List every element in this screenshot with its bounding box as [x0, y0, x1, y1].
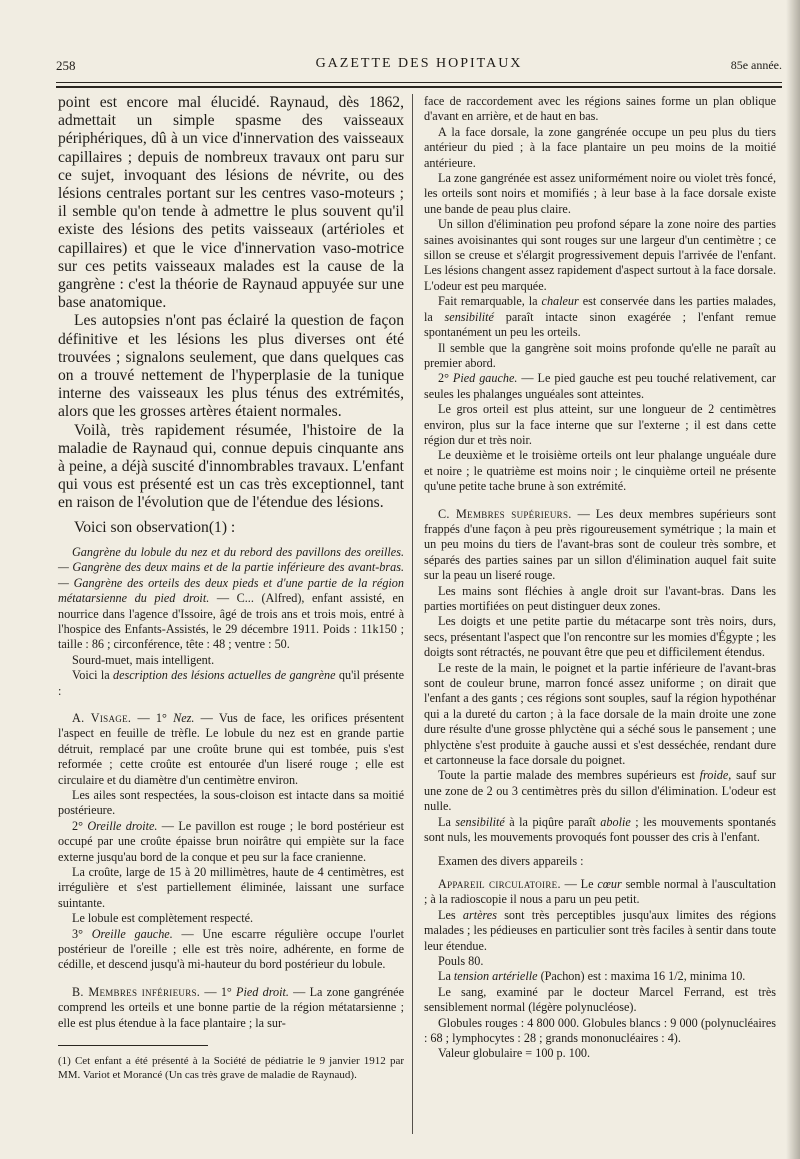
paragraph: Le sang, examiné par le docteur Marcel Ferrand, est très sensiblement normal (légère polynucléose).	[424, 984, 776, 1015]
paragraph: 2° Oreille droite. — Le pavillon est rouge ; le bord postérieur est occupé par une croûte épaisse brun noirâtre qui empiète sur la face externe jusqu'au bord de la conque et peu sur la face cranienne.	[58, 818, 404, 864]
paragraph: Valeur globulaire = 100 p. 100.	[438, 1046, 591, 1061]
paragraph: La tension artérielle (Pachon) est : maxima 16 1/2, minima 10.	[438, 969, 746, 984]
paragraph: Toute la partie malade des membres supérieurs est froide, sauf sur une zone de 2 ou 3 centimètres près du sillon d'élimination. L'odeur est nulle.	[424, 768, 776, 814]
paragraph: Fait remarquable, la chaleur est conservée dans les parties malades, la sensibilité paraît intacte sinon exagérée ; l'enfant remue spontanément un peu les orteils.	[424, 294, 777, 340]
paragraph: 2° Pied gauche. — Le pied gauche est peu touché relativement, car seules les phalanges unguéales sont atteintes.	[424, 371, 776, 401]
observation	[58, 545, 404, 1031]
paragraph: Pouls 80.	[438, 953, 484, 968]
right-column	[424, 94, 776, 1062]
paragraph: Voilà, très rapidement résumée, l'histoire de la maladie de Raynaud qui, connue depuis cinquante ans à peine, a déjà suscité d'innombrables travaux. L'enfant qui vous est présenté est un cas très exceptionnel, tant en raison de l'évolution que de l'étendue des lésions.	[58, 421, 404, 512]
paragraph: Le gros orteil est plus atteint, sur une longueur de 2 centimètres environ, plus sur la face interne que sur l'externe ; il est dans cette région dur et très noir.	[424, 402, 776, 447]
paragraph: Le reste de la main, le poignet et la partie inférieure de l'avant-bras sont de couleur brune, marron foncé assez uniforme ; on dirait que l'enfant a des gants ; ces régions sont souples, sauf la région hypothénar qui a la dureté du carton ; à la face dorsale de la main droite une zone dure résulte d'une grosse phlyctène qui a séché sous le pansement ; une phlyctène s'est produite à gauche aussi et s'est desséchée, rendant dure et cartonneuse la face dorsale du poignet.	[424, 660, 776, 768]
volume-year: 85e année.	[730, 58, 782, 72]
section-visage: A. Visage. — 1° Nez. — Vus de face, les orifices présentent l'aspect en feuille de trèfle. Le lobule du nez est en grande partie détruit, remplacé par une croûte brune qui est tombée, puis s'est reformée ; cette croûte est entourée d'un liseré rouge ; elle est circulaire et du diamètre d'un centimètre environ.	[58, 710, 404, 787]
paragraph: Voici la description des lésions actuelles de gangrène qu'il présente :	[58, 668, 404, 698]
paragraph: Les autopsies n'ont pas éclairé la question de façon définitive et les lésions les plus diverses ont été trouvées ; signalons seulement, que dans quelques cas on a trouvé nettement de l'hyperplasie de la tunique interne des vaisseaux les plus ténus des extrémités, alors que les grosses artères étaient normales.	[58, 312, 404, 421]
paragraph: A la face dorsale, la zone gangrénée occupe un peu plus du tiers antérieur du pied ; à la face plantaire un peu moins de la moitié antérieure.	[424, 124, 776, 170]
column-divider	[412, 94, 413, 1134]
header-rule-thick	[56, 86, 782, 88]
lecture-text	[58, 94, 404, 537]
paragraph: Le deuxième et le troisième orteils ont leur phalange unguéale dure et noire ; le quatrième est moins noir ; le cinquième orteil ne présente qu'une petite tache brune à son extrémité.	[424, 448, 776, 494]
paragraph: Les mains sont fléchies à angle droit sur l'avant-bras. Dans les parties mortifiées on peut distinguer deux zones.	[424, 583, 776, 613]
paragraph: Voici son observation(1) :	[74, 518, 236, 536]
paragraph: Il semble que la gangrène soit moins profonde qu'elle ne paraît au premier abord.	[424, 340, 776, 370]
journal-title: GAZETTE DES HOPITAUX	[315, 56, 523, 71]
paragraph: Examen des divers appareils :	[438, 853, 584, 868]
footnote: (1) Cet enfant a été présenté à la Société de pédiatrie le 9 janvier 1912 par MM. Variot et Morancé (Un cas très grave de maladie de Raynaud).	[58, 1055, 404, 1082]
page-edge-shadow	[786, 0, 800, 1159]
observation-title: Gangrène du lobule du nez et du rebord des pavillons des oreilles. — Gangrène des deux mains et de la partie inférieure des avant-bras. — Gangrène des orteils des deux pieds et d'une partie de la région métatarsienne du pied droit.	[58, 544, 404, 606]
observation-heading: Gangrène du lobule du nez et du rebord des pavillons des oreilles. — Gangrène des deux mains et de la partie inférieure des avant-bras. — Gangrène des orteils des deux pieds et d'une partie de la région métatarsienne du pied droit. — C... (Alfred), enfant assisté, en nourrice dans l'agence d'Issoire, âgé de trois ans et trois mois, entré à l'hospice des Enfants-Assistés, le 29 décembre 1911. Poids : 11k150 ; taille : 86 ; circonférence, tête : 48 ; ventre : 50.	[58, 544, 404, 652]
paragraph: Un sillon d'élimination peu profond sépare la zone noire des parties saines avoisinantes qui sont rouges sur une largeur d'un centimètre ; ce sillon se creuse et s'élargit progressivement depuis l'arrivée de l'enfant. Les lésions changent assez rapidement d'aspect surtout à la face dorsale. L'odeur est peu marquée.	[424, 217, 776, 293]
running-header	[56, 54, 782, 76]
paragraph: Sourd-muet, mais intelligent.	[72, 652, 215, 667]
section-head: Appareil circulatoire.	[438, 876, 561, 891]
paragraph: La croûte, large de 15 à 20 millimètres, haute de 4 centimètres, est irrégulière et s'est partiellement éliminée, laissant une surface suintante.	[58, 865, 404, 910]
footnote-rule	[58, 1045, 208, 1046]
paragraph: La sensibilité à la piqûre paraît abolie ; les mouvements spontanés sont nuls, les mouvements provoqués font pousser des cris à l'enfant.	[424, 814, 776, 845]
paragraph: Les artères sont très perceptibles jusqu'aux limites des régions malades ; les pédieuses en particulier sont très faciles à sentir dans toute leur étendue.	[424, 907, 776, 953]
paragraph: Les ailes sont respectées, la sous-cloison est intacte dans sa moitié postérieure.	[58, 787, 404, 818]
paragraph: Le lobule est complètement respecté.	[72, 911, 254, 926]
section-head: B. Membres inférieurs.	[72, 984, 201, 999]
paragraph: 3° Oreille gauche. — Une escarre régulière occupe l'ourlet postérieur de l'oreille ; elle est très noire, adhérente, en forme de cédille, et descend jusqu'à mi-hauteur du bord postérieur du lobule.	[58, 926, 404, 972]
section-membres-superieurs: C. Membres supérieurs. — Les deux membres supérieurs sont frappés d'une façon à peu près rigoureusement symétrique ; la main et un peu moins du tiers de l'avant-bras sont de couleur très sombre, et séparés des parties saines par un sillon d'élimination auquel fait suite sur la peau un liseré rouge.	[424, 506, 776, 583]
section-membres-inferieurs: B. Membres inférieurs. — 1° Pied droit. — La zone gangrénée comprend les orteils et une bonne partie de la région métatarsienne ; elle est plus étendue à la face plantaire ; la sur-	[58, 984, 404, 1030]
left-column	[58, 94, 404, 1082]
paragraph: Globules rouges : 4 800 000. Globules blancs : 9 000 (polynucléaires : 68 ; lymphocytes : 28 ; grands mononucléaires : 4).	[424, 1015, 776, 1045]
section-appareil-circulatoire: Appareil circulatoire. — Le cœur semble normal à l'auscultation ; à la radioscopie il nous a paru un peu petit.	[424, 876, 776, 907]
section-head: A. Visage.	[72, 710, 132, 725]
paragraph: point est encore mal élucidé. Raynaud, dès 1862, admettait un simple spasme des vaisseaux périphériques, dû à un vice d'innervation des vaisseaux capillaires ; depuis de nombreux travaux ont paru sur ce sujet, invoquant des lésions de névrite, ou des lésions centrales portant sur les centres vaso-moteurs ; il semble qu'on tende à admettre le plus souvent qu'il existe des lésions des petits vaisseaux (artérioles et capillaires) et que le vice d'innervation vaso-motrice sur ces petits vaisseaux malades est la cause de la gangrène : c'est la théorie de Raynaud appuyée sur une base anatomique.	[58, 94, 404, 312]
paragraph: face de raccordement avec les régions saines forme un plan oblique d'avant en arrière, et de haut en bas.	[424, 94, 776, 124]
paragraph: Les doigts et une petite partie du métacarpe sont très noirs, durs, secs, présentant l'aspect que l'on rencontre sur les momies d'Égypte ; les doigts sont rétractés, ne pouvant être que peu et difficilement étendus.	[424, 614, 776, 660]
header-rule	[56, 82, 782, 83]
section-head: C. Membres supérieurs.	[438, 506, 572, 521]
page-number: 258	[56, 58, 76, 73]
paragraph: La zone gangrénée est assez uniformément noire ou violet très foncé, les orteils sont noirs et momifiés ; à leur base à la face dorsale existe une bande de peau plus claire.	[424, 171, 776, 216]
